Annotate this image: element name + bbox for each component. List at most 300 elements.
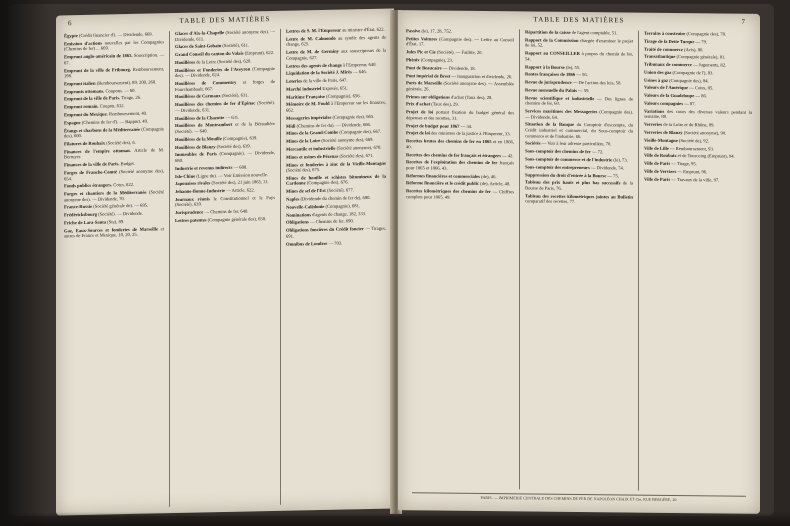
index-entry [644, 85, 752, 92]
index-entry-title: Traité de commerce [644, 46, 683, 52]
index-entry-text: (Société anonyme), 90. [683, 130, 727, 136]
index-entry-text: des cours des diverses valeurs pendant la semaine, 88. [644, 108, 752, 120]
index-entry-title: Mercantile et industrielle [286, 145, 336, 152]
left-page-number: 6 [68, 19, 73, 28]
index-entry-text: — Tirage, 95. [671, 161, 697, 167]
index-entry-title: Revue scientifique et industrielle [525, 95, 595, 101]
index-entry-text: (Compagnie des), 667. [339, 129, 382, 135]
index-entry-text: — Travaux de la ville, 97. [671, 176, 720, 183]
index-entry-text: (Ligne du). — Voir Emission nouvelle. [196, 171, 268, 179]
index-entry-title: Valeurs compagnies [644, 100, 684, 107]
index-entry-title: Obligations [286, 219, 309, 226]
index-entry [175, 100, 275, 113]
index-entry [286, 160, 386, 173]
index-entry-title: Verreries [644, 121, 663, 128]
index-entry-text: de la Bourse de Paris, 76. [525, 180, 633, 191]
index-entry-title: Mines et fonderies à zinc de la Vieille-Montagne [286, 160, 386, 168]
index-entry-title: Réformes financières et commerciales [406, 172, 480, 179]
index-entry-text: (Société), 631. [221, 92, 249, 99]
index-entry-title: Verreries de Blanzy [644, 129, 683, 136]
index-entry-text: Tirage, 26. [121, 95, 142, 101]
index-entry-title: Naples [286, 196, 300, 202]
index-entry-text: — 72. [591, 149, 604, 155]
index-entry-text: le Constitutionnel et le Pays (Société), 639. [175, 194, 275, 208]
index-entry-text: de la ville de Paris, 647. [303, 77, 348, 84]
index-entry [644, 145, 752, 152]
index-entry-text: — 42. [502, 152, 514, 158]
index-entry-text: (Société des), 675. [286, 167, 321, 173]
index-entry-text: Remboursement, 198. [64, 65, 164, 79]
index-entry [286, 239, 386, 247]
index-entry-text: d'achat (Taux des), 28. [450, 94, 493, 100]
right-column-1 [406, 28, 514, 489]
index-entry-text: (de), Article, 48. [480, 181, 511, 187]
index-entry-text: (Société anonyme des). — Dividende, 70. [64, 189, 164, 203]
index-entry-text: (Dividende du chemin de fer de), 680. [300, 194, 371, 202]
index-entry [64, 139, 164, 147]
index-entry [64, 95, 164, 103]
index-entry-text: (Compagnie générale des), 650. [207, 216, 267, 223]
index-entry-title: Ville de Paris [644, 160, 671, 167]
index-entry [525, 172, 633, 179]
right-page-header [398, 14, 760, 30]
index-entry-text: à l'Empereur, 640. [342, 61, 377, 68]
left-edge-shadow [0, 0, 50, 526]
index-entry [286, 202, 386, 210]
index-entry-text: (Remboursement), 89, 200, 260. [96, 79, 157, 86]
index-entry-title: Loteries [286, 78, 303, 84]
bottom-edge-shadow [0, 512, 790, 526]
index-entry-title: Recettes de l'exploitation des chemins de fer [406, 159, 498, 166]
index-entry-title: Messageries impériales [286, 114, 332, 121]
index-entry-text: et en 1866, 40. [406, 139, 514, 149]
index-entry-title: Lettres des agents de change [286, 62, 342, 69]
index-entry-text: — 56. [576, 72, 588, 78]
index-entry-text: — Dividende, 18. [442, 65, 476, 71]
index-entry [175, 187, 275, 195]
index-entry-text: — Chiffres complets pour 1865, 49. [406, 189, 514, 200]
column-divider [638, 31, 639, 491]
index-entry-text: — 631. [225, 114, 240, 120]
index-entry-title: Omnibus de Londres [286, 240, 328, 247]
open-book [8, 4, 774, 516]
index-entry-text: — Inauguration et dividende, 26. [451, 73, 513, 79]
index-entry [406, 65, 514, 72]
column-divider [169, 31, 170, 507]
index-entry-text: Article de M. Berruyer. [64, 147, 164, 160]
index-entry-title: Revue mensuelle du Palais [525, 87, 577, 93]
index-entry-text: — 75. [607, 172, 619, 178]
index-entry-text: — 59. [578, 87, 590, 93]
index-entry-text: chargée d'examiner le projet de loi, 52. [525, 37, 633, 49]
index-entry-text: (Société). — Faillite, 20. [436, 49, 483, 56]
index-entry-title: Emprunt de la ville de Fribourg. [64, 66, 131, 73]
index-entry-title: Finances de l'empire ottoman. [64, 147, 131, 155]
left-columns [64, 27, 386, 510]
index-entry [644, 130, 752, 137]
index-entry-title: Nominations [286, 211, 312, 218]
index-entry-text: Exposés, 651. [322, 85, 349, 91]
index-entry-title: Mémoire de M. Fould [286, 101, 330, 108]
index-entry-text: (Emprunt), 622. [244, 50, 275, 56]
index-entry [64, 79, 164, 87]
index-entry-title: Forges de Franche-Comté [64, 169, 117, 176]
index-entry-title: Midi [286, 123, 296, 129]
index-entry [644, 137, 752, 144]
left-column-1 [64, 31, 164, 509]
index-entry [525, 37, 633, 49]
index-entry [286, 27, 386, 35]
index-entry-text: (Compagnie des), 600. [64, 125, 164, 139]
index-entry-text: (Société anonyme des), 669. [321, 137, 374, 144]
index-entry-title: Étangs et charbons de la Méditerranée [64, 126, 141, 133]
index-entry-text: à l'Empereur sur les finances, 662. [286, 100, 386, 113]
index-entry [644, 31, 752, 38]
index-entry-title: Houillères et Fonderies de l'Aveyron [175, 66, 251, 73]
index-entry [286, 218, 386, 226]
index-entry-text: — 34. [460, 123, 473, 129]
index-entry-text: (Crédit financier d'). — Dividende, 669. [78, 31, 153, 39]
index-entry-title: Prix d'achat [406, 101, 431, 107]
index-entry-title: Phénix [406, 57, 420, 63]
index-entry-title: Terrains à construire [644, 30, 686, 37]
index-entry-title: Variations [644, 108, 665, 114]
index-entry [525, 156, 633, 163]
index-entry-title: Espagne [64, 119, 81, 126]
index-entry-text: — 703. [328, 240, 343, 246]
index-entry [525, 29, 633, 36]
index-entry [406, 49, 514, 56]
index-entry-text: (Compagnie). — Dividende, 680. [175, 150, 275, 163]
index-entry-title: Usines à gaz [644, 77, 668, 83]
index-entry-title: Passive [406, 28, 421, 34]
index-entry [286, 145, 386, 153]
index-entry-text: — Jugements, 82. [692, 62, 727, 68]
index-entry [286, 69, 386, 77]
index-entry-title: Grand Conseil du canton du Valais [175, 50, 244, 58]
index-entry-text: (Compagnie), 23. [420, 57, 453, 63]
index-entry [64, 203, 164, 211]
index-entry-text: (Chemins de fer du). — Dividende, 666. [296, 121, 371, 129]
index-entry-title: Houillères [175, 59, 196, 65]
index-entry-title: Situation de la Banque [525, 121, 575, 128]
index-entry-text: — Chemins de fer, 690. [309, 218, 354, 225]
index-entry-title: Houillères de Carmaux [175, 93, 221, 100]
index-entry-text: et autres de France et Mexique, 10, 20, 25. [64, 226, 164, 239]
index-entry [644, 108, 752, 120]
index-entry [175, 195, 275, 208]
index-entry-title: Valeurs de l'Amérique [644, 85, 688, 91]
index-entry-text: (Compagnie générale), 81. [676, 54, 726, 60]
index-entry [406, 160, 514, 172]
index-entry-text: du Comptoir d'escompte, du Crédit industriel et commercial, du Sous-comptoir du commerce et de l'industrie, 66. [525, 122, 633, 139]
index-entry-text: — De l'action des lois, 58. [572, 80, 622, 86]
index-entry-title: Houillères de la Chazotte [175, 114, 225, 121]
index-entry [175, 29, 275, 42]
index-entry-text: (Société anonyme), 670. [336, 144, 382, 151]
index-entry [64, 87, 164, 95]
index-entry-text: (Compagnie des), 78. [686, 31, 727, 37]
index-entry-text: Budget. [120, 161, 135, 167]
index-entry-text: (Avis), 80. [684, 46, 704, 52]
index-entry-text: — Emprunt, 96. [677, 168, 708, 175]
index-entry [644, 122, 752, 129]
printer-footer: PARIS. — IMPRIMERIE CENTRALE DES CHEMINS DE FER DE NAPOLÉON CHAIX ET Cie, RUE BERGÈRE, 20. [412, 492, 746, 505]
index-entry-text: (Compagnie des), 676. [306, 179, 349, 186]
index-entry-title: Glaces de Saint-Gobain [175, 43, 222, 50]
index-entry [644, 77, 752, 84]
index-entry [64, 118, 164, 126]
index-entry [644, 62, 752, 69]
index-entry-title: Forges et chantiers de la Méditerranée [64, 189, 147, 197]
index-entry [64, 210, 164, 218]
index-entry-title: France-Russie [64, 204, 93, 210]
index-entry [175, 164, 275, 172]
index-entry-title: Japonaises rivales [175, 180, 211, 187]
index-entry-title: Suppression du droit d'entrée à la Bourse [525, 171, 607, 178]
index-entry [406, 109, 514, 121]
index-entry-text: d'agents de change, 182, 333. [312, 210, 367, 217]
index-entry-title: Services maritimes des Messageries [525, 108, 598, 115]
index-entry [175, 179, 275, 187]
index-entry-title: Industrie et revenus indirects [175, 164, 233, 171]
index-entry-text: au syndic des agents de change, 625. [286, 34, 386, 48]
right-page-title: TABLE DES MATIÈRES [533, 15, 625, 25]
index-entry [175, 50, 275, 58]
index-entry [286, 195, 386, 203]
index-entry-title: Ports de Marseille [406, 80, 443, 86]
index-entry-title: Rentes françaises de 1866 [525, 71, 576, 78]
index-entry-text: (Société). — Dividende, 631. [175, 100, 275, 113]
right-page-number: 7 [741, 17, 746, 26]
index-entry [406, 94, 514, 101]
index-entry-text: (Société des), 21 juin 1865, 31. [211, 179, 269, 186]
index-entry [286, 34, 386, 47]
index-entry-text: (Compagnie des). — Lettre au Conseil d'État, 17. [406, 36, 514, 47]
index-entry [64, 110, 164, 118]
index-entry [286, 77, 386, 85]
index-entry-text: — 79. [695, 39, 708, 45]
index-entry [286, 137, 386, 145]
index-entry [644, 46, 752, 53]
index-entry-title: Ville de Lille [644, 145, 669, 151]
index-entry [175, 114, 275, 122]
index-entry [525, 72, 633, 79]
index-entry-title: Isle-Chine [175, 173, 196, 179]
index-entry [644, 176, 752, 183]
index-entry-title: Revue de jurisprudence [525, 79, 572, 86]
index-entry-text: (Compagnie des), 84. [669, 77, 709, 84]
index-entry-title: Nouvelle-Calédonie [286, 203, 325, 210]
index-entry-title: Emission d'actions [64, 40, 103, 47]
index-entry [644, 161, 752, 168]
index-entry-title: Lettre de M. de Germiny [286, 48, 339, 55]
index-entry-text: et forges de Fourchambault, 667. [175, 79, 275, 92]
index-entry-title: Petites Voitures [406, 35, 438, 42]
index-entry-text: (Société anonyme des). — Assemblée générale, 26. [406, 80, 514, 92]
index-entry-title: Sociétés [525, 140, 541, 146]
index-entry-title: Lettres patentes [175, 217, 207, 224]
index-entry-title: Emprunt romain. [64, 103, 99, 110]
index-entry-text: portant fixation du budget général des dépenses et des recettes, 31. [406, 109, 514, 121]
index-entry [644, 93, 752, 100]
index-entry [406, 28, 514, 35]
index-entry-title: Emprunt anglo-américain de 1863. [64, 53, 133, 60]
index-entry [406, 181, 514, 188]
index-entry-text: de la Loire et du Rhône, 89. [663, 122, 715, 128]
index-entry [286, 85, 386, 93]
index-entry [175, 58, 275, 66]
index-entry-title: Tribunaux de commerce [644, 61, 692, 68]
index-entry-text: — Article, 622. [226, 187, 255, 194]
index-entry-title: Projet de loi [406, 109, 434, 115]
left-column-3 [286, 27, 386, 505]
index-entry-text: (le), 73. [613, 157, 628, 163]
index-entry-title: Jehanne-Bonne-Industrie [175, 188, 226, 195]
index-entry [406, 138, 514, 150]
index-entry [175, 135, 275, 143]
index-entry-title: Frédéricksbourg [64, 211, 97, 218]
index-entry-text: nouvelles par les Compagnies (Chemins de fer) ... 669. [64, 39, 164, 52]
index-entry [406, 73, 514, 80]
index-entry-title: Primes sur obligations [406, 93, 450, 100]
index-entry-text: comparatif des recettes, 77. [525, 198, 576, 205]
index-entry [64, 147, 164, 160]
index-entry-title: Ville de Paris [644, 176, 671, 182]
index-entry [64, 52, 164, 65]
index-entry [286, 187, 386, 195]
index-entry [64, 160, 164, 168]
index-entry [175, 121, 275, 134]
index-entry-title: Immeubles de Paris [175, 151, 217, 158]
column-divider [519, 29, 520, 489]
index-entry-title: Mines de houille et schistes bitumineux de la Cardonne [286, 173, 386, 187]
index-entry-text: — Cotes, 85. [689, 85, 714, 91]
index-entry-title: Journaux réunis [175, 196, 210, 202]
index-entry-title: Mines de la Loire [286, 138, 321, 144]
index-entry [644, 38, 752, 45]
index-entry-title: Friche de Lara-Santa [64, 219, 107, 226]
index-entry-title: Recettes des chemins de fer français et étrangers [406, 151, 501, 158]
index-entry-text: — Remboursement, 93. [670, 145, 714, 151]
left-page-title: TABLE DES MATIÈRES [179, 15, 271, 25]
index-entry-text: (Société des), 639. [216, 143, 251, 149]
index-entry [175, 79, 275, 92]
index-entry-title: Houillères de Montrambert [175, 122, 233, 129]
index-entry-title: Houillères des chemins de fer d'Epinac [175, 100, 256, 108]
index-entry-title: Marché industriel [286, 85, 322, 92]
index-entry [644, 169, 752, 176]
index-entry [64, 168, 164, 181]
index-entry [64, 218, 164, 226]
index-entry-text: (de), 46. [481, 173, 497, 179]
index-entry [175, 150, 275, 163]
index-entry-text: des ministres de la justice à l'Empereur, 33. [431, 130, 511, 137]
index-entry-title: Maritime Française [286, 93, 325, 100]
index-entry-text: (Compagnie de l'), 83. [672, 69, 714, 76]
index-entry-text: à propos du chemin de fer, 54. [525, 51, 633, 62]
index-entry [64, 31, 164, 39]
index-entry [175, 66, 275, 79]
index-entry [64, 66, 164, 79]
index-entry-title: Houillères de la Mouille [175, 135, 222, 142]
index-entry-text: (Taux des), 29. [431, 101, 459, 108]
index-entry-title: Liquidation de la Société J. Mirès [286, 69, 352, 77]
index-entry-text: et de la Béraudière (Société). — 640. [175, 121, 275, 135]
index-entry-text: (Compagnie des), 665. [332, 113, 375, 120]
index-entry-title: Réforme financière et le crédit public [406, 180, 480, 187]
index-entry [175, 92, 275, 100]
index-entry-title: Sous-comptoir des entrepreneurs [525, 164, 590, 170]
index-entry-title: Houillères de Blanzy [175, 143, 216, 150]
index-entry-text: français pour 1865 et 1866, 43. [406, 160, 514, 171]
index-entry [64, 103, 164, 111]
index-entry-text: (Société des), 671. [339, 152, 374, 159]
index-entry [525, 149, 633, 156]
index-entry-text: — Voir à leur adresse particulière, 70. [541, 140, 612, 147]
right-column-3 [644, 31, 752, 492]
index-entry-title: Union des gaz [644, 69, 672, 75]
index-entry [406, 80, 514, 92]
index-entry [175, 143, 275, 151]
index-entry-text: (Compagnie des). — Dividende, 624. [175, 65, 275, 79]
index-entry-text: (Société générale de). — 695. [93, 203, 149, 210]
index-entry-title: Tableau des prix hauts et plus bas successifs [525, 179, 621, 186]
index-entry [525, 95, 633, 107]
index-entry [525, 141, 633, 148]
index-entry-title: Mines de la Grand-Combe [286, 130, 339, 137]
index-entry-text: (Société), 611. [222, 42, 250, 49]
right-column-2 [525, 29, 633, 490]
index-entry [64, 126, 164, 139]
index-entry-text: (Société anonyme des), 654. [64, 168, 164, 181]
index-entry-title: Sous-comptoir des chemins de fer [525, 148, 591, 155]
index-entry-title: Emprunt du Mexique. [64, 111, 108, 118]
index-entry [525, 193, 633, 205]
index-entry-text: Remboursement, 40. [108, 110, 148, 117]
index-entry-title: Lettre de M. Calmondo [286, 35, 336, 42]
index-entry-title: Ville de Verviers [644, 168, 677, 174]
index-entry [644, 70, 752, 77]
index-entry [286, 61, 386, 69]
index-entry [406, 173, 514, 180]
index-entry [525, 180, 633, 192]
index-entry-title: Filatures de Roubaix [64, 140, 106, 147]
index-entry-text: — 600. [233, 164, 248, 170]
index-entry-title: Mines de sel de l'Est [286, 188, 326, 194]
index-entry-title: Pont de Beaucaire [406, 64, 442, 71]
index-entry-title: Tableau des recettes kilométriques jointes au Bulletin [525, 193, 633, 200]
index-entry-title: Rapport de la Commission [525, 37, 579, 43]
right-page [398, 10, 760, 514]
index-entry-title: Égypte [64, 33, 78, 39]
index-entry-text: Coupon, 632. [99, 103, 125, 109]
index-entry-title: Vieille-Montagne [644, 137, 678, 143]
index-entry-title: Recettes brutes des chemins de fer en 1865 [406, 138, 492, 145]
index-entry-title: Ville de Roubaix [644, 152, 677, 159]
index-entry-text: — Chemins de fer, 640. [204, 208, 249, 215]
index-entry-title: Mines et usines de Pézenas [286, 153, 339, 160]
index-entry [175, 216, 275, 224]
index-entry-text: (Compagnie), 639. [222, 135, 258, 141]
index-entry [406, 152, 514, 159]
index-entry [644, 153, 752, 160]
column-divider [280, 29, 281, 505]
index-entry [175, 171, 275, 179]
index-entry-text: (Compagnie), 656. [326, 92, 361, 99]
index-entry-title: Rapport au CONSEILLER [525, 50, 580, 57]
index-entry [64, 226, 164, 239]
